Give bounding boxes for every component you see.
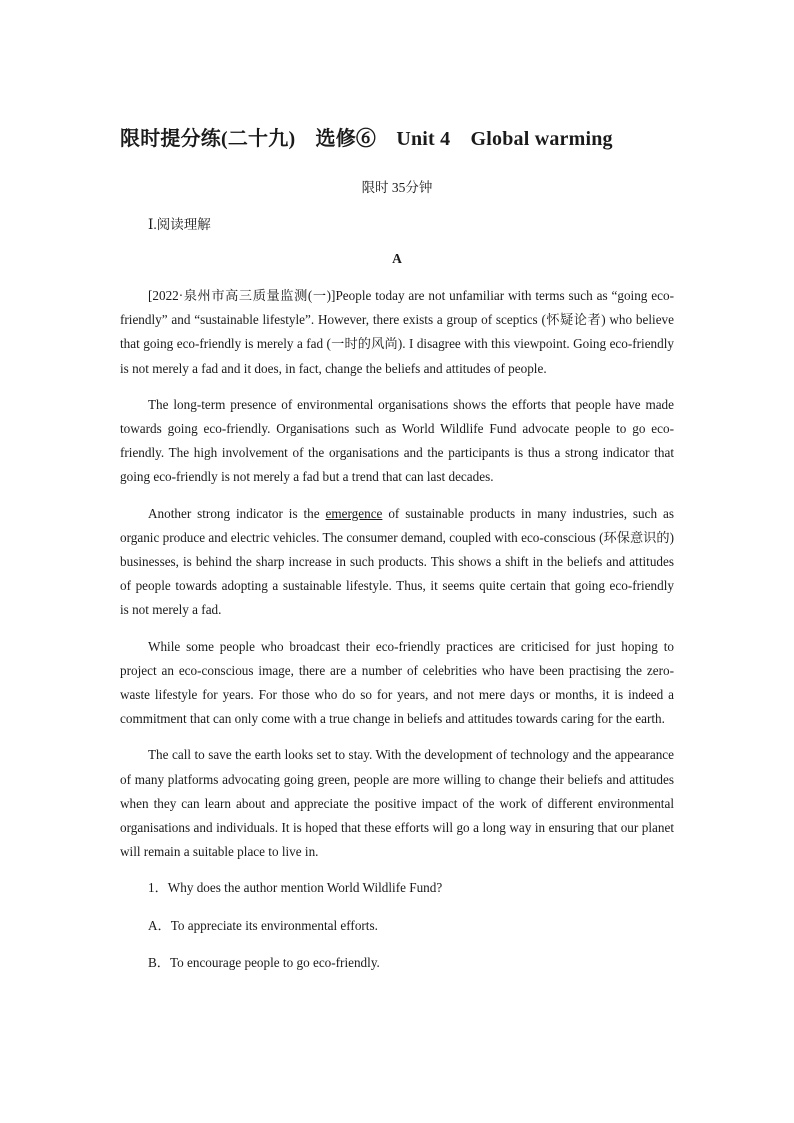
paragraph-1: [2022·泉州市高三质量监测(一)]People today are not unfamiliar with terms such as “going eco-friendly” and “sustainable lifestyle”. However, there exists a group of sceptics (怀疑论者) who believe that going eco-friendly is merely a fad (一时的风尚). I disagree with this viewpoint. Going eco-friendly is not merely a fad and it does, in fact, change the beliefs and attitudes of people. [120, 288, 674, 376]
question-1-stem: 1．Why does the author mention World Wildlife Fund? [148, 880, 443, 896]
paragraph-3 [120, 502, 688, 623]
section-heading: Ⅰ.阅读理解 [148, 217, 211, 232]
paragraph-4: While some people who broadcast their eco-friendly practices are criticised for just hoping to project an eco-conscious image, there are a number of celebrities who have been practising the zero-waste lifestyle for years. For those who do so for years, and not mere days or months, it is indeed a commitment that can only come with a true change in beliefs and attitudes towards caring for the earth. [120, 638, 674, 727]
passage-body [120, 284, 688, 988]
page-title: 限时提分练(二十九) 选修⑥ Unit 4 Global warming [120, 128, 613, 150]
underlined-word: emergence [325, 505, 383, 521]
passage-label: A [392, 251, 402, 266]
question-1-option-b[interactable]: B．To encourage people to go eco-friendly. [148, 954, 380, 970]
paragraph-2: The long-term presence of environmental organisations shows the efforts that people have made towards going eco-friendly. Organisations such as World Wildlife Fund advocate people to go eco-friendly. The high involvement of the organisations and the participants is thus a strong indicator that going eco-friendly is not merely a fad but a trend that can last decades. [120, 396, 674, 485]
paragraph-5: The call to save the earth looks set to stay. With the development of technology and the appearance of many platforms advocating going green, people are more willing to change their beliefs and attitudes when they can learn about and appreciate the positive impact of the work of different environmental organisations and individuals. It is hoped that these efforts will go a long way in ensuring that our planet will remain a suitable place to live in. [120, 747, 674, 860]
paragraph-3-before: Another strong indicator is the [148, 505, 326, 521]
paragraph-3-after: of sustainable products in many industries, such as organic produce and electric vehicles. The consumer demand, coupled with eco-conscious (环保意识的) businesses, is behind the sharp increase in such products. This shows a shift in the beliefs and attitudes of people towards adopting a sustainable lifestyle. Thus, it seems quite certain that going eco-friendly is not merely a fad. [120, 505, 688, 618]
question-1-option-a[interactable]: A．To appreciate its environmental efforts. [148, 917, 378, 933]
time-limit: 限时 35分钟 [361, 180, 433, 195]
